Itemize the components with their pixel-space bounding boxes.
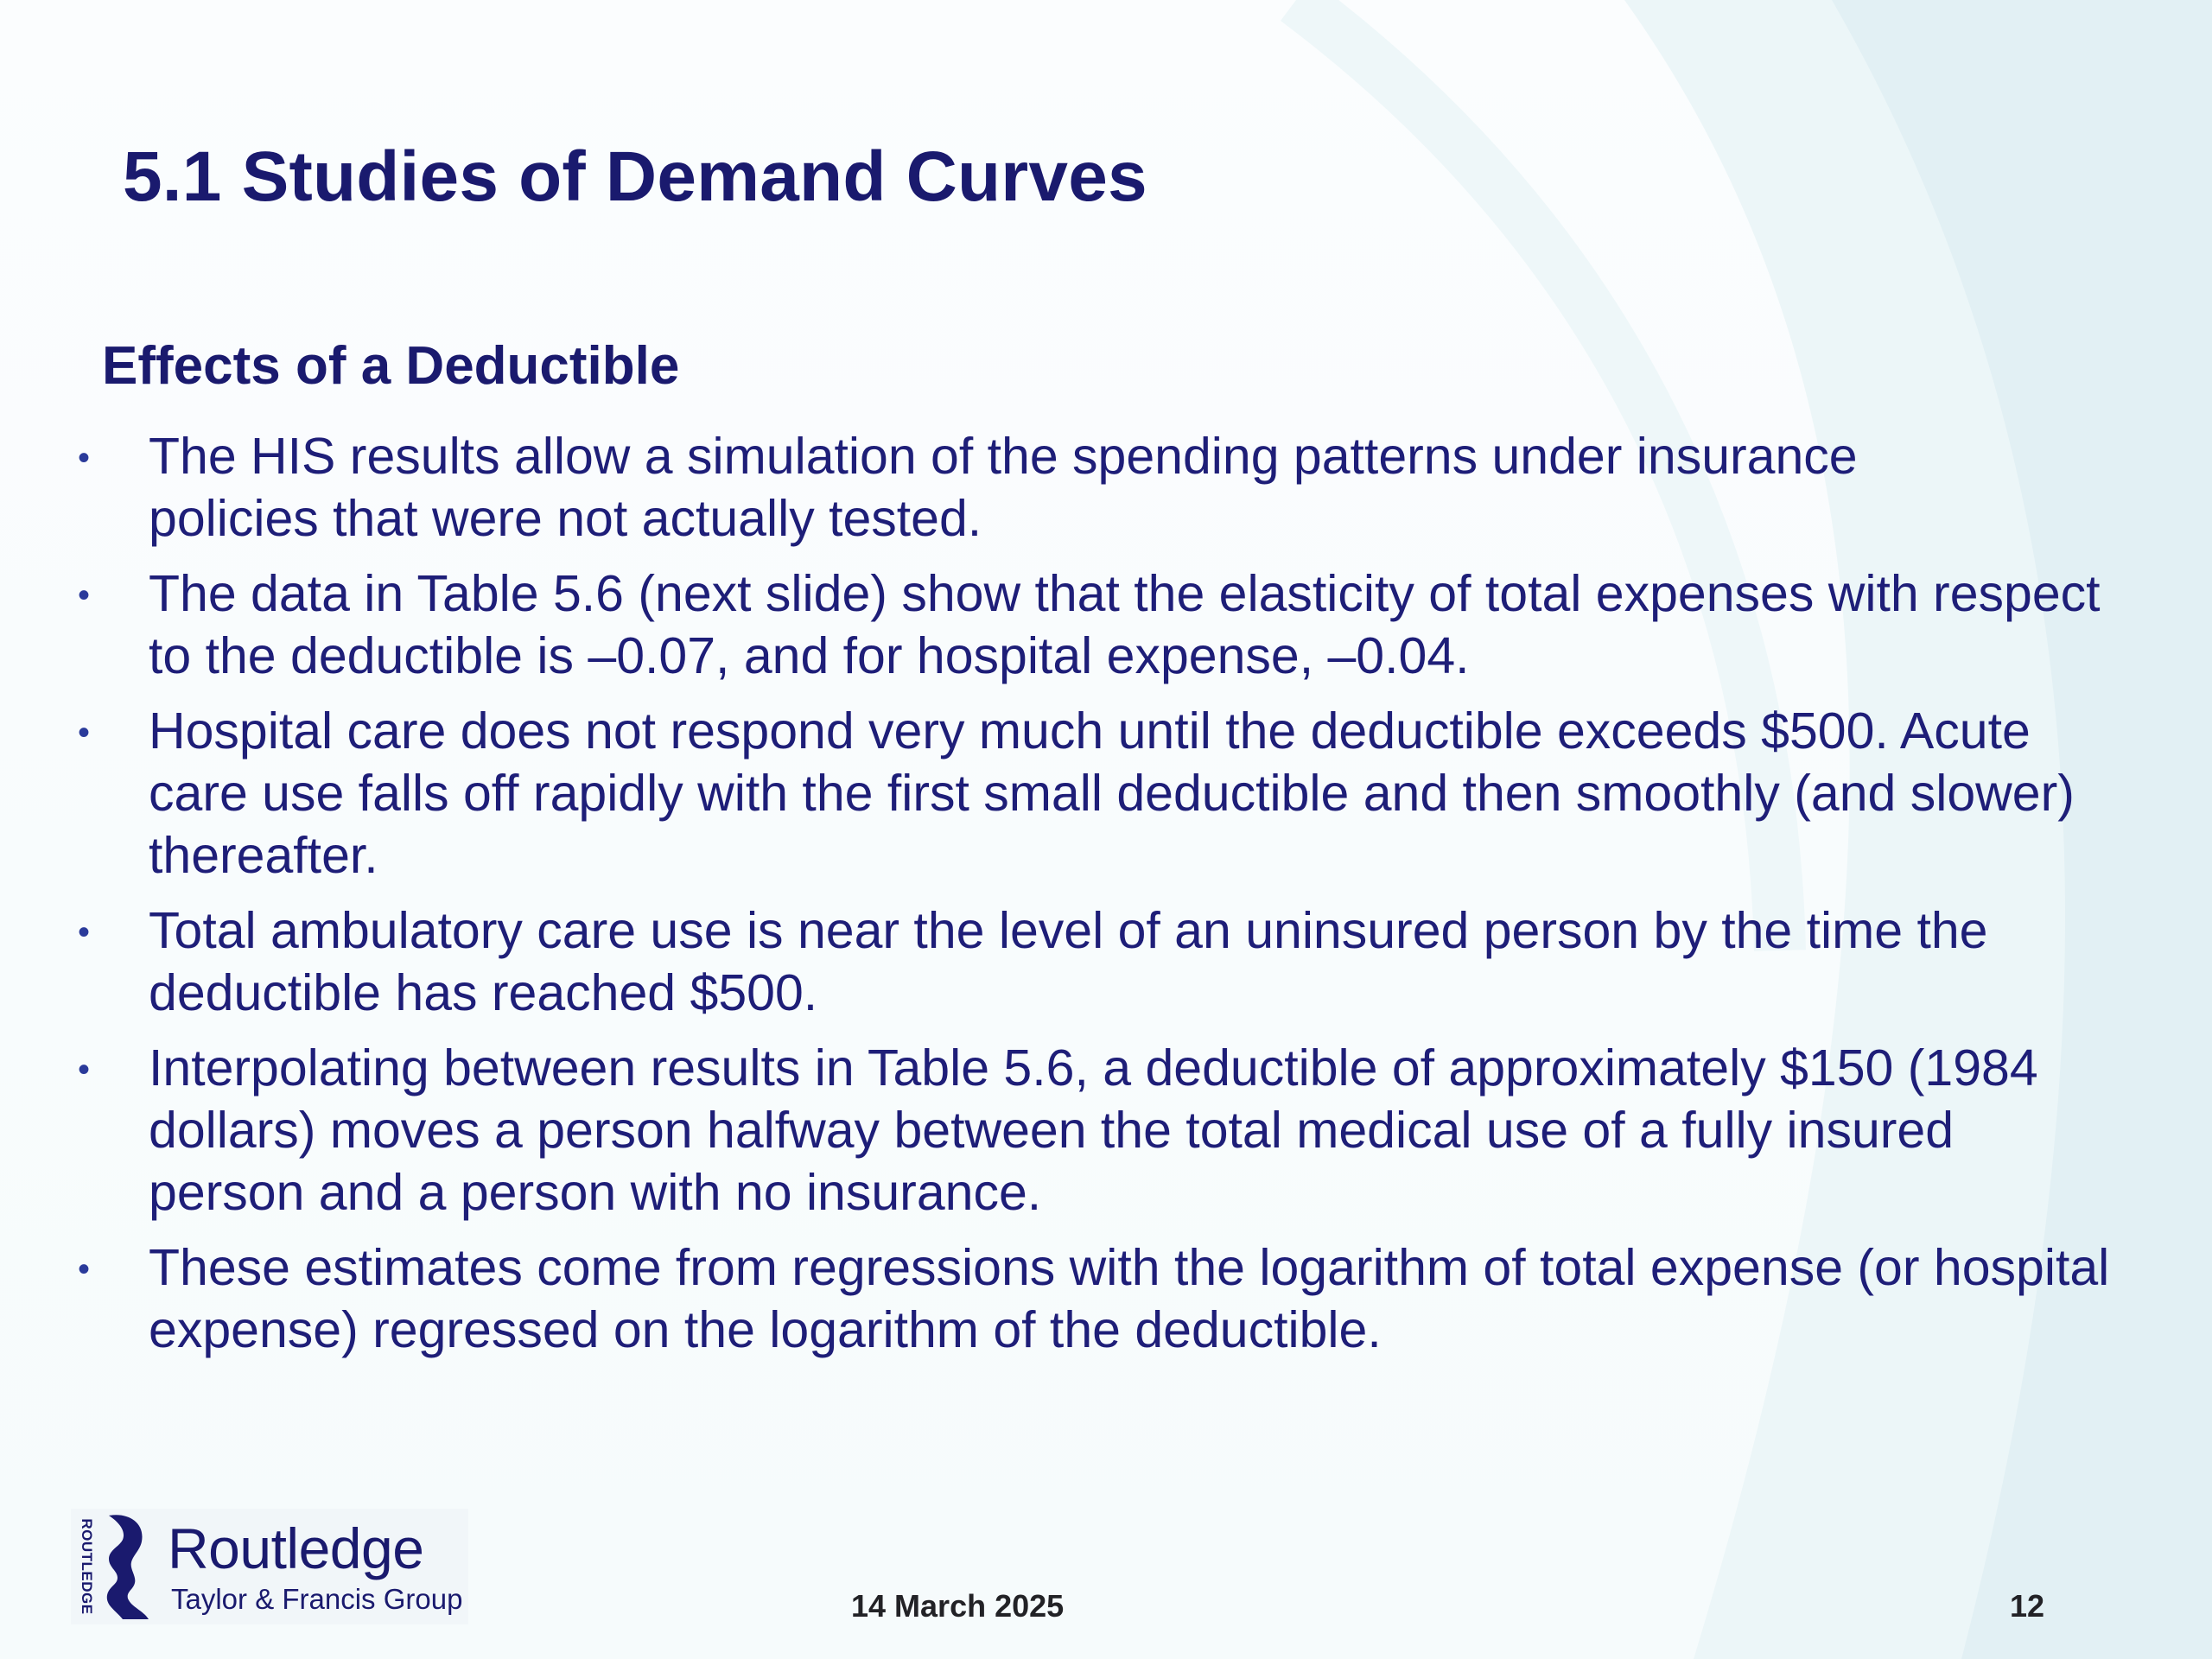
bullet-dot: • <box>78 576 91 614</box>
page-number: 12 <box>2010 1588 2045 1624</box>
bullet-text-line: deductible has reached $500. <box>149 964 818 1021</box>
logo-group: Taylor & Francis Group <box>171 1583 463 1615</box>
bullet-list <box>0 425 2212 1374</box>
bullet-dot: • <box>78 1250 91 1288</box>
bullet-item <box>0 1037 2212 1224</box>
bullet-text-line: Total ambulatory care use is near the level of an uninsured person by the time the <box>149 902 1988 959</box>
bullet-text-line: dollars) moves a person halfway between the total medical use of a fully insured <box>149 1102 1955 1159</box>
logo-side-text <box>76 1516 97 1618</box>
bullet-text-line: expense) regressed on the logarithm of the deductible. <box>149 1301 1382 1358</box>
bullet-text-line: policies that were not actually tested. <box>149 490 982 547</box>
bullet-dot: • <box>78 913 91 951</box>
footer-date: 14 March 2025 <box>851 1588 1065 1624</box>
slide-title: 5.1 Studies of Demand Curves <box>123 137 1147 216</box>
routledge-logo <box>71 1509 468 1624</box>
bullet-item <box>0 563 2212 687</box>
bullet-text-line: The HIS results allow a simulation of the spending patterns under insurance <box>149 428 1858 485</box>
bullet-item <box>0 700 2212 887</box>
logo-name: Routledge <box>168 1516 424 1580</box>
bullet-text-line: Hospital care does not respond very much until the deductible exceeds $500. Acute <box>149 702 2031 760</box>
bullet-dot: • <box>78 1051 91 1089</box>
logo-side-label: ROUTLEDGE <box>79 1518 95 1615</box>
bullet-dot: • <box>78 439 91 477</box>
head-silhouette-icon <box>97 1512 150 1621</box>
bullet-text-line: These estimates come from regressions with the logarithm of total expense (or hospital <box>149 1239 2110 1296</box>
bullet-text-line: Interpolating between results in Table 5.6, a deductible of approximately $150 (1984 <box>149 1039 2038 1096</box>
bullet-item <box>0 899 2212 1024</box>
bullet-dot: • <box>78 714 91 752</box>
section-subtitle: Effects of a Deductible <box>102 336 680 396</box>
bullet-text-line: care use falls off rapidly with the first small deductible and then smoothly (and slower) <box>149 765 2075 822</box>
bullet-item <box>0 1236 2212 1361</box>
bullet-text-line: person and a person with no insurance. <box>149 1164 1042 1221</box>
bullet-item <box>0 425 2212 550</box>
bullet-text-line: thereafter. <box>149 827 378 884</box>
bullet-text-line: The data in Table 5.6 (next slide) show that the elasticity of total expenses with respect <box>149 565 2101 622</box>
bullet-text-line: to the deductible is –0.07, and for hospital expense, –0.04. <box>149 627 1470 684</box>
